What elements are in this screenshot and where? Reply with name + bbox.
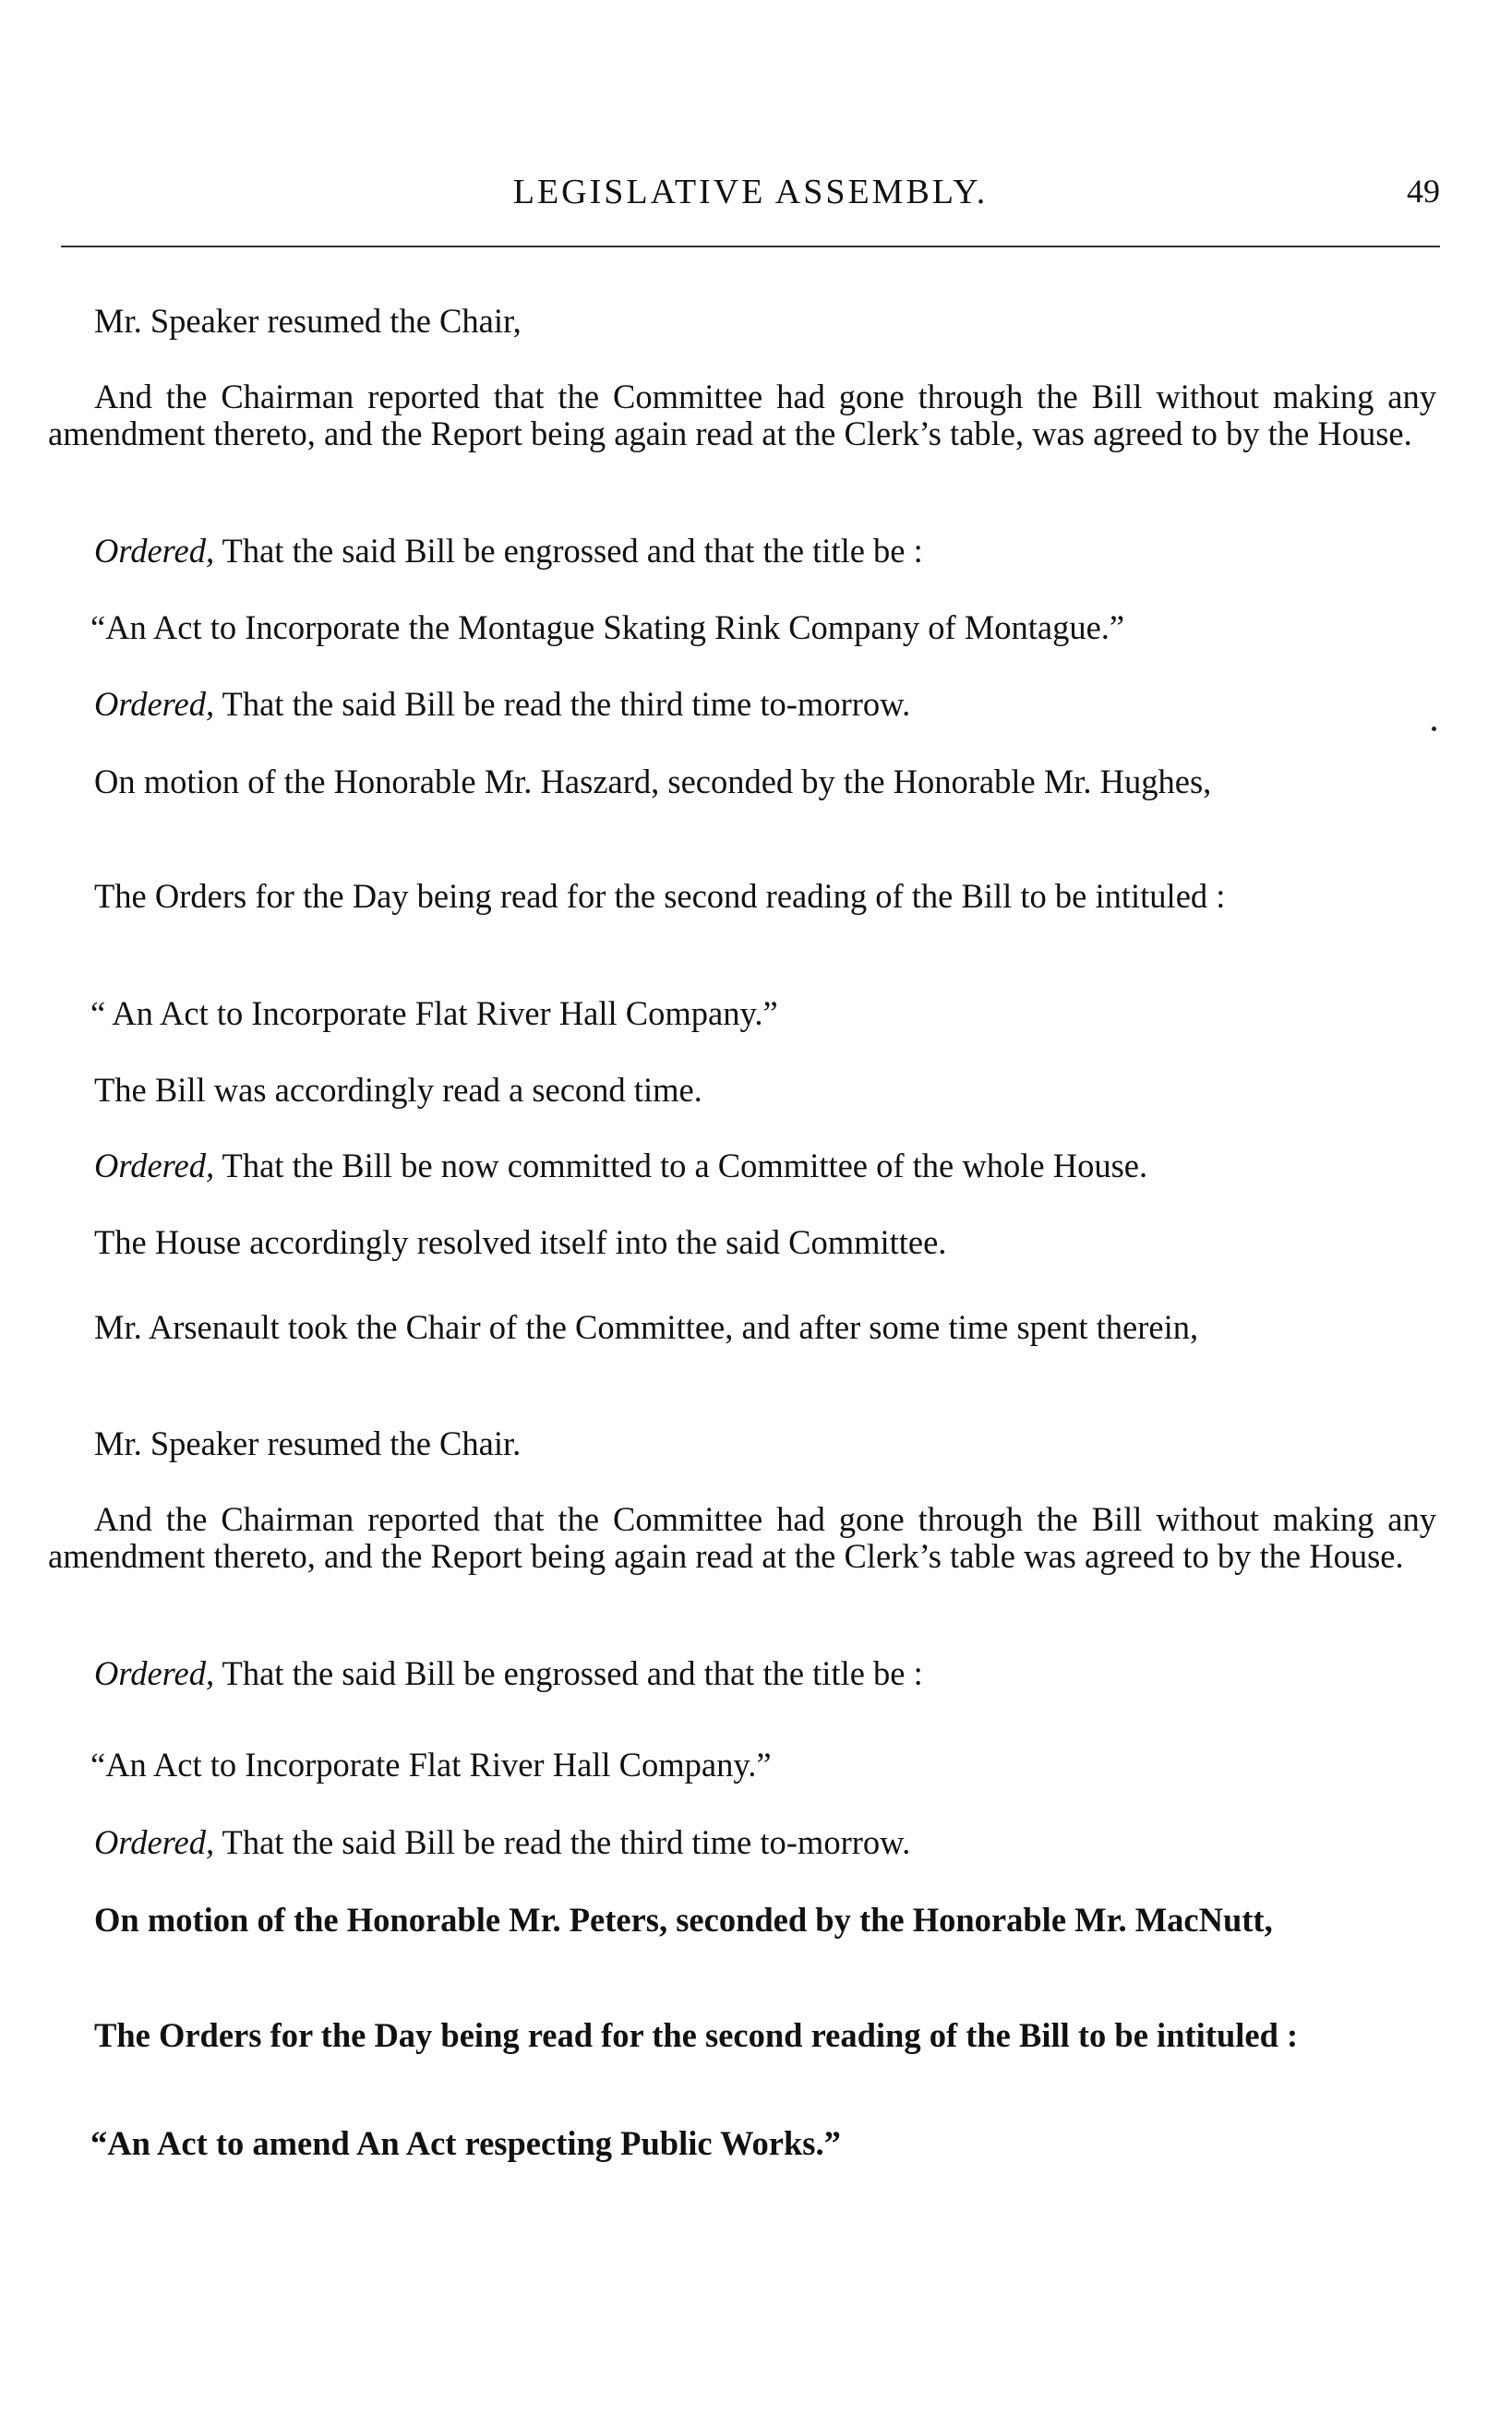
paragraph: Ordered, That the said Bill be engrossed and that the title be : xyxy=(94,532,923,570)
ordered-lead: Ordered, xyxy=(94,1823,215,1861)
quoted-title: “ An Act to Incorporate Flat River Hall Company.” xyxy=(90,994,778,1032)
paragraph: Mr. Speaker resumed the Chair, xyxy=(94,302,522,340)
page-number: 49 xyxy=(1407,173,1440,210)
running-title: LEGISLATIVE ASSEMBLY. xyxy=(512,173,989,211)
ordered-lead: Ordered, xyxy=(94,532,215,570)
paragraph: Ordered, That the said Bill be read the third time to-morrow. xyxy=(94,685,911,723)
paragraph: The Bill was accordingly read a second time. xyxy=(94,1071,702,1109)
paragraph: On motion of the Honorable Mr. Peters, seconded by the Honorable Mr. MacNutt, xyxy=(94,1901,1273,1939)
quoted-title: “An Act to amend An Act respecting Public Works.” xyxy=(90,2124,841,2162)
paragraph: The House accordingly resolved itself into the said Committee. xyxy=(94,1223,947,1261)
paragraph: Ordered, That the said Bill be engrossed and that the title be : xyxy=(94,1654,923,1692)
paragraph: Mr. Speaker resumed the Chair. xyxy=(94,1424,522,1462)
paragraph: The Orders for the Day being read for the second reading of the Bill to be intituled : xyxy=(94,2016,1299,2054)
paragraph: And the Chairman reported that the Committee had gone through the Bill without making any amendment thereto, and the Report being again read at the Clerk’s table was agreed to by the House. xyxy=(48,1500,1436,1575)
paragraph: And the Chairman reported that the Committee had gone through the Bill without making any amendment thereto, and the Report being again read at the Clerk’s table, was agreed to by the House. xyxy=(48,378,1436,452)
paragraph: The Orders for the Day being read for the second reading of the Bill to be intituled : xyxy=(94,877,1226,915)
page-header xyxy=(61,172,1440,227)
paragraph: Ordered, That the Bill be now committed to a Committee of the whole House. xyxy=(94,1147,1148,1184)
paragraph: On motion of the Honorable Mr. Haszard, seconded by the Honorable Mr. Hughes, xyxy=(94,763,1212,800)
quoted-title: “An Act to Incorporate Flat River Hall Company.” xyxy=(90,1746,772,1784)
paragraph: Mr. Arsenault took the Chair of the Committee, and after some time spent therein, xyxy=(94,1308,1199,1346)
quoted-title: “An Act to Incorporate the Montague Skating Rink Company of Montague.” xyxy=(90,608,1125,646)
paragraph: Ordered, That the said Bill be read the third time to-morrow. xyxy=(94,1823,911,1861)
ordered-lead: Ordered, xyxy=(94,1147,215,1184)
ordered-lead: Ordered, xyxy=(94,1654,215,1692)
stray-mark xyxy=(1432,727,1436,731)
ordered-lead: Ordered, xyxy=(94,685,215,723)
header-rule xyxy=(61,246,1440,247)
